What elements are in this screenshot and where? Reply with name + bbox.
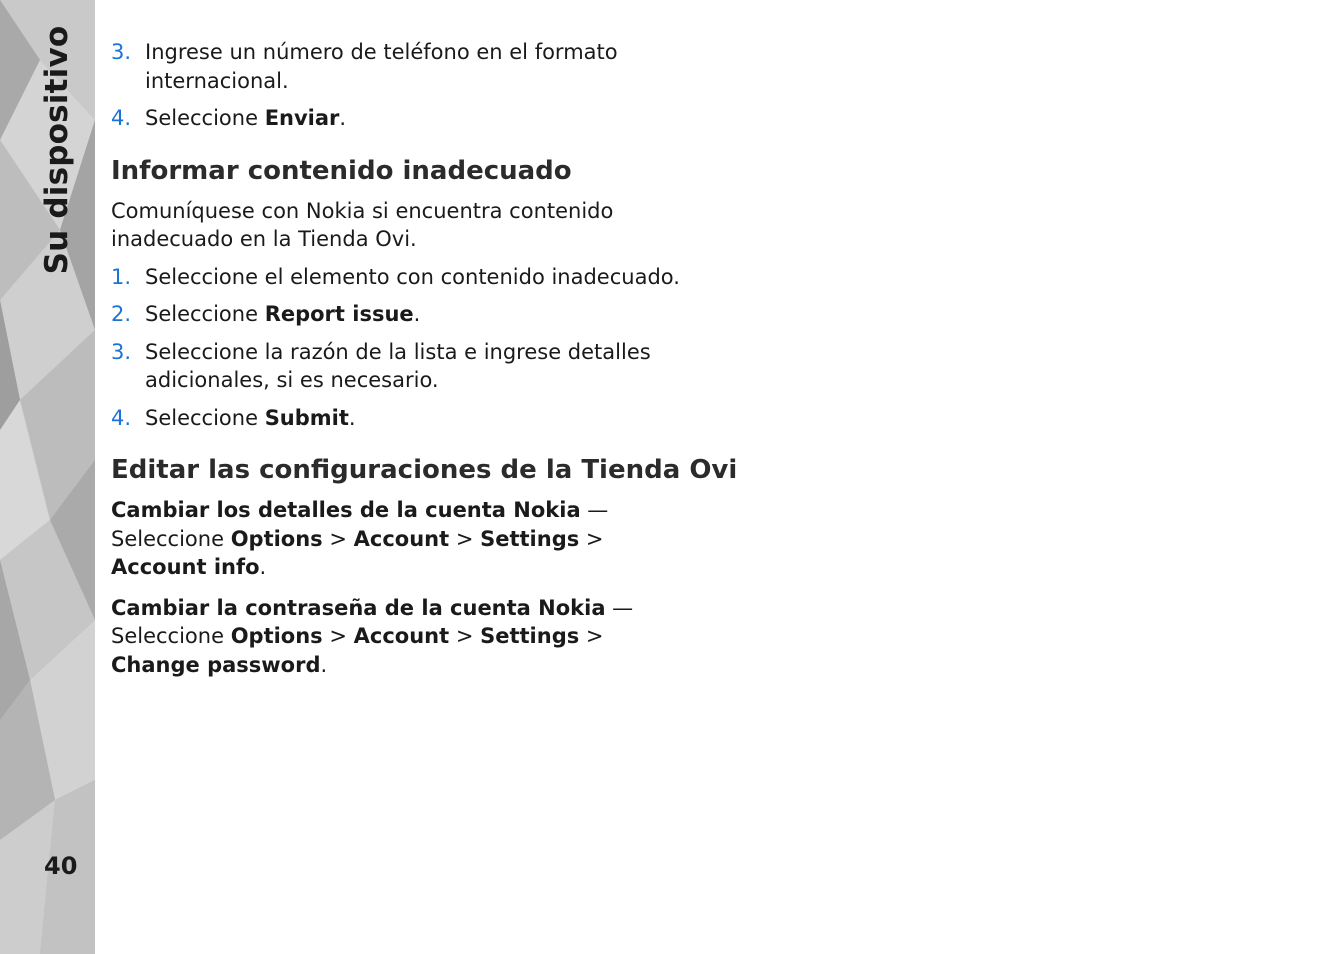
step-item: 4. Seleccione Enviar. xyxy=(111,104,681,133)
setting-title: Cambiar los detalles de la cuenta Nokia xyxy=(111,498,581,522)
report-steps xyxy=(111,263,681,433)
step-command: Submit xyxy=(264,405,349,430)
menu-path-item: Change password xyxy=(111,652,321,677)
menu-path-item: Account info xyxy=(111,555,260,579)
step-number: 4. xyxy=(111,106,132,130)
page-content xyxy=(111,38,738,691)
step-item xyxy=(111,263,681,292)
side-tab-strip xyxy=(0,0,95,954)
step-number: 3. xyxy=(111,40,132,64)
section-title: Su dispositivo xyxy=(39,25,75,275)
section-intro: Comuníquese con Nokia si encuentra contenido inadecuado en la Tienda Ovi. xyxy=(111,198,614,251)
step-number: 3. xyxy=(111,339,132,364)
step-text: Seleccione la razón de la lista e ingrese detalles adicionales, si es necesario. xyxy=(145,339,651,392)
top-steps xyxy=(111,38,681,133)
section-heading-settings: Editar las configuraciones de la Tienda Ovi xyxy=(111,455,738,485)
step-text: Seleccione xyxy=(145,106,265,130)
menu-path-item: Account xyxy=(353,624,450,648)
step-text: Ingrese un número de teléfono en el formato internacional. xyxy=(145,40,618,93)
step-item xyxy=(111,338,681,395)
step-number: 1. xyxy=(111,264,132,289)
menu-path-item: Settings xyxy=(480,624,580,648)
menu-path-item: Account xyxy=(353,526,450,551)
step-number: 2. xyxy=(111,302,132,326)
step-text: Seleccione el elemento con contenido inadecuado. xyxy=(145,264,680,289)
menu-path-item: Options xyxy=(230,526,323,551)
step-command: Enviar xyxy=(264,106,340,130)
section-heading-report: Informar contenido inadecuado xyxy=(111,155,572,186)
step-item xyxy=(111,38,681,95)
setting-title: Cambiar la contraseña de la cuenta Nokia xyxy=(111,595,606,620)
step-text: Seleccione xyxy=(145,405,265,430)
setting-item: Cambiar la contraseña de la cuenta Nokia — Seleccione Options > Account > Settings > Change password. xyxy=(111,595,634,677)
step-command: Report issue xyxy=(264,302,414,326)
step-item: 2. Seleccione Report issue. xyxy=(111,300,681,329)
menu-path-item: Options xyxy=(230,624,323,648)
step-text: Seleccione xyxy=(145,302,265,326)
page-number: 40 xyxy=(44,852,78,880)
setting-item: Cambiar los detalles de la cuenta Nokia — Seleccione Options > Account > Settings > Account info. xyxy=(111,498,609,579)
menu-path-item: Settings xyxy=(480,526,580,551)
step-number: 4. xyxy=(111,405,132,430)
step-item: 4. Seleccione Submit. xyxy=(111,404,681,433)
